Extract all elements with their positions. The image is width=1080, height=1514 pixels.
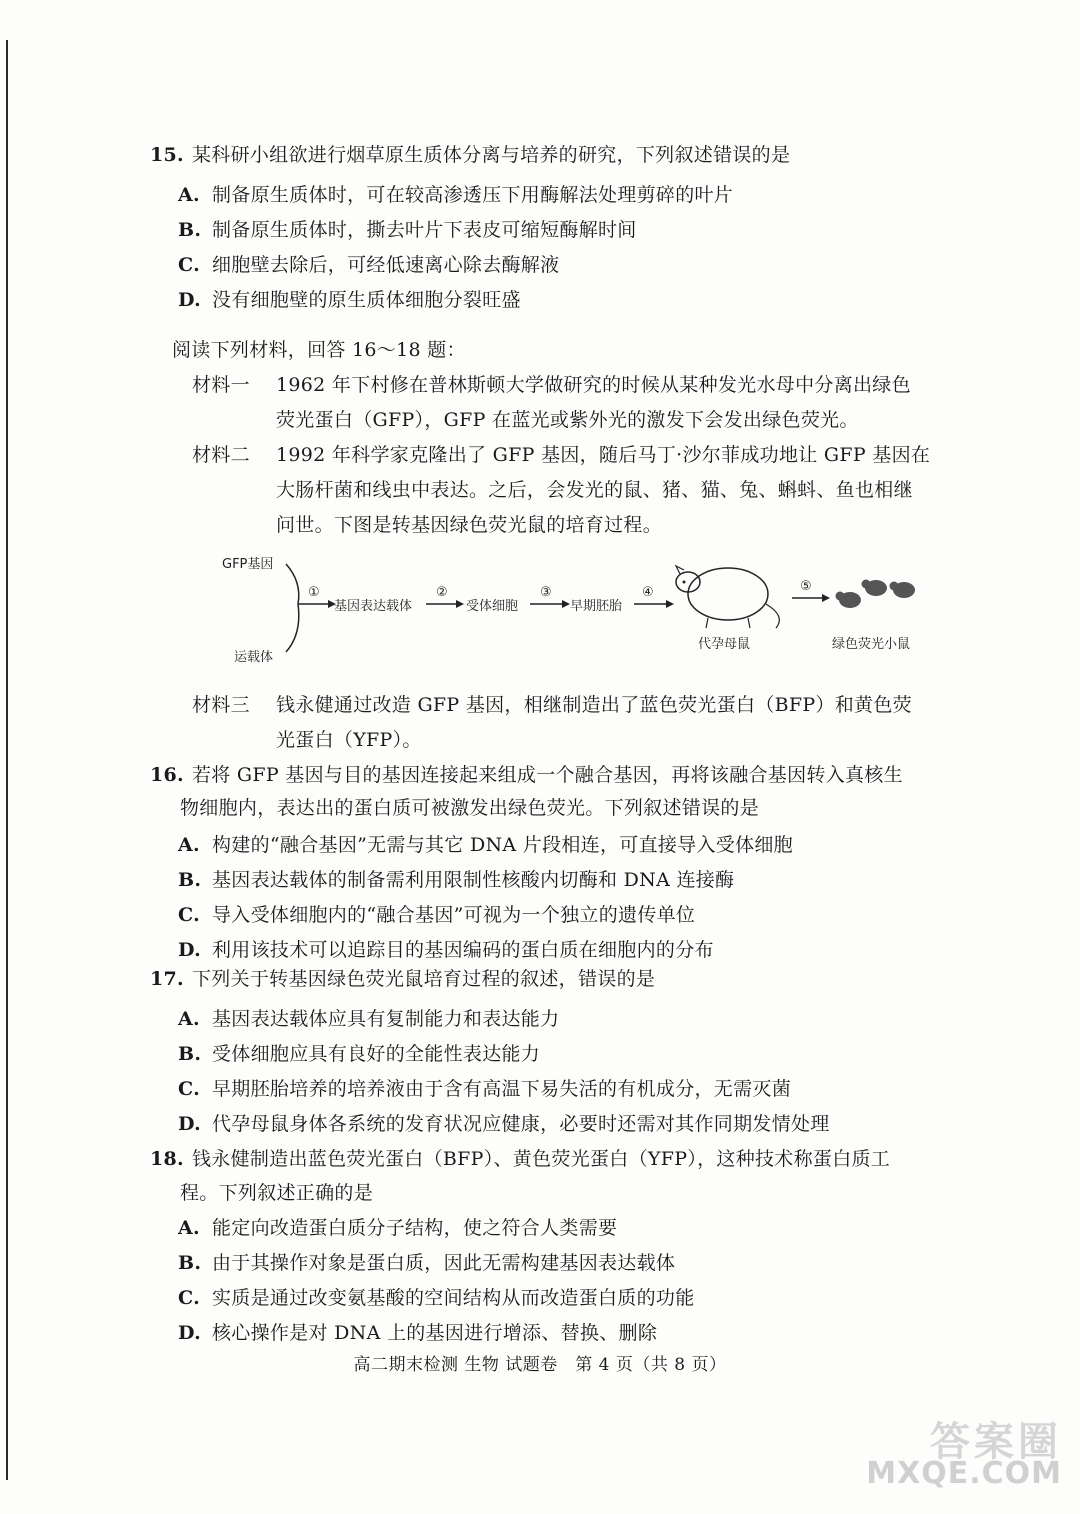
watermark-logo: 答案圈 xyxy=(930,1419,1062,1465)
step-5-label: ⑤ xyxy=(800,579,812,594)
q18-option-c: C. 实质是通过改变氨基酸的空间结构从而改造蛋白质的功能 xyxy=(178,1287,695,1309)
q15-option-d: D. 没有细胞壁的原生质体细胞分裂旺盛 xyxy=(178,289,521,311)
material-2-line-3: 问世。下图是转基因绿色荧光鼠的培育过程。 xyxy=(276,514,663,536)
diagram-early-embryo-label: 早期胚胎 xyxy=(570,599,623,614)
branch-line-top xyxy=(286,564,299,604)
q17-option-d: D. 代孕母鼠身体各系统的发育状况应健康，必要时还需对其作同期发情处理 xyxy=(178,1113,830,1135)
material-1-line-1: 材料一 1962 年下村修在普林斯顿大学做研究的时候从某种发光水母中分离出绿色 xyxy=(192,374,911,396)
q17-option-a: A. 基因表达载体应具有复制能力和表达能力 xyxy=(178,1008,560,1030)
diagram-surrogate-mother-label: 代孕母鼠 xyxy=(698,637,751,652)
material-2-line-1: 材料二 1992 年科学家克隆出了 GFP 基因，随后马丁·沙尔菲成功地让 GFP 基因在 xyxy=(192,444,931,466)
q18-option-a: A. 能定向改造蛋白质分子结构，使之符合人类需要 xyxy=(178,1217,618,1239)
step-1-label: ① xyxy=(308,585,320,600)
watermark-site: MXQE.COM xyxy=(866,1456,1062,1491)
arrowhead-step-2 xyxy=(456,600,464,608)
q15-stem: 15. 某科研小组欲进行烟草原生质体分离与培养的研究，下列叙述错误的是 xyxy=(150,144,791,166)
step-2-label: ② xyxy=(436,585,448,600)
reading-intro: 阅读下列材料，回答 16～18 题： xyxy=(172,339,466,361)
q16-stem-line-1: 16. 若将 GFP 基因与目的基因连接起来组成一个融合基因，再将该融合基因转入真核生 xyxy=(150,764,903,786)
q17-stem: 17. 下列关于转基因绿色荧光鼠培育过程的叙述，错误的是 xyxy=(150,968,656,990)
diagram-gfp-gene-label: GFP基因 xyxy=(222,557,274,572)
branch-line-bottom xyxy=(286,604,299,652)
q16-option-b: B. 基因表达载体的制备需利用限制性核酸内切酶和 DNA 连接酶 xyxy=(178,869,735,891)
diagram-vector-label: 运载体 xyxy=(234,650,274,665)
surrogate-mouse-drawing xyxy=(676,566,779,628)
material-1-line-2: 荧光蛋白（GFP），GFP 在蓝光或紫外光的激发下会发出绿色荧光。 xyxy=(276,409,859,431)
q16-stem-line-2: 物细胞内，表达出的蛋白质可被激发出绿色荧光。下列叙述错误的是 xyxy=(180,797,760,819)
material-3-line-2: 光蛋白（YFP）。 xyxy=(276,729,422,751)
q18-option-b: B. 由于其操作对象是蛋白质，因此无需构建基因表达载体 xyxy=(178,1252,676,1274)
diagram-recipient-cell-label: 受体细胞 xyxy=(466,599,519,614)
arrowhead-step-3 xyxy=(562,600,570,608)
q16-option-c: C. 导入受体细胞内的“融合基因”可视为一个独立的遗传单位 xyxy=(178,904,696,926)
q17-option-b: B. 受体细胞应具有良好的全能性表达能力 xyxy=(178,1043,541,1065)
material-3-line-1: 材料三 钱永健通过改造 GFP 基因，相继制造出了蓝色荧光蛋白（BFP）和黄色荧 xyxy=(192,694,912,716)
page-footer: 高二期末检测 生物 试题卷 第 4 页（共 8 页） xyxy=(353,1355,727,1375)
q15-option-b: B. 制备原生质体时，撕去叶片下表皮可缩短酶解时间 xyxy=(178,219,637,241)
q18-stem-line-1: 18. 钱永健制造出蓝色荧光蛋白（BFP）、黄色荧光蛋白（YFP），这种技术称蛋白质工 xyxy=(150,1148,891,1170)
material-2-line-2: 大肠杆菌和线虫中表达。之后，会发光的鼠、猪、猫、兔、蝌蚪、鱼也相继 xyxy=(276,479,913,501)
arrowhead-step-4 xyxy=(666,600,674,608)
q15-option-a: A. 制备原生质体时，可在较高渗透压下用酶解法处理剪碎的叶片 xyxy=(178,184,734,206)
site-watermark xyxy=(866,1410,1062,1500)
step-3-label: ③ xyxy=(540,585,552,600)
arrowhead-step-5 xyxy=(822,594,830,602)
transgenic-mouse-diagram xyxy=(210,548,950,670)
q15-option-c: C. 细胞壁去除后，可经低速离心除去酶解液 xyxy=(178,254,560,276)
q17-option-c: C. 早期胚胎培养的培养液由于含有高温下易失活的有机成分，无需灭菌 xyxy=(178,1078,792,1100)
green-mice-drawing xyxy=(836,580,916,609)
q18-stem-line-2: 程。下列叙述正确的是 xyxy=(180,1182,374,1204)
step-4-label: ④ xyxy=(642,585,654,600)
q16-option-d: D. 利用该技术可以追踪目的基因编码的蛋白质在细胞内的分布 xyxy=(178,939,714,961)
diagram-expression-vector-label: 基因表达载体 xyxy=(334,599,413,614)
q18-option-d: D. 核心操作是对 DNA 上的基因进行增添、替换、删除 xyxy=(178,1322,658,1344)
diagram-green-mice-label: 绿色荧光小鼠 xyxy=(832,637,911,652)
q16-option-a: A. 构建的“融合基因”无需与其它 DNA 片段相连，可直接导入受体细胞 xyxy=(178,834,793,856)
